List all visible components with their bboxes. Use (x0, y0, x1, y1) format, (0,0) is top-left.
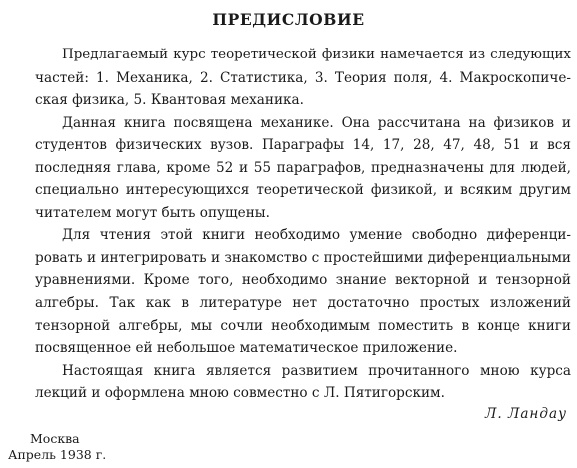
author-signature: Л. Ландау (485, 406, 567, 422)
text-line: читателем могут быть опущены. (35, 204, 270, 221)
place-of-writing: Москва (30, 431, 80, 446)
text-line: Предлагаемый курс теоретической физики намечается из следующих (62, 47, 571, 62)
page-title: ПРЕДИСЛОВИЕ (212, 10, 365, 29)
text-line: ская физика, 5. Квантовая механика. (35, 92, 304, 109)
text-line: последняя глава, кроме 52 и 55 параграфов, предназначены для людей, (35, 159, 571, 176)
paragraph-4 (8, 360, 571, 405)
text-line: студентов физических вузов. Параграфы 14, 17, 28, 47, 48, 51 и вся (35, 137, 571, 154)
date-of-writing: Апрель 1938 г. (8, 447, 107, 462)
text-line: уравнениями. Кроме того, необходимо знание векторной и тензорной (35, 272, 571, 289)
text-line: лекций и оформлена мною совместно с Л. Пятигорским. (35, 385, 445, 402)
text-line: алгебры. Так как в литературе нет достаточно простых изложений (35, 295, 571, 312)
text-line: частей: 1. Механика, 2. Статистика, 3. Теория поля, 4. Макроскопиче- (35, 69, 571, 86)
paragraph-2 (8, 112, 571, 225)
text-line: посвященное ей небольшое математическое приложение. (35, 340, 458, 357)
text-line: Данная книга посвящена механике. Она рассчитана на физиков и (62, 114, 571, 131)
paragraph-3 (8, 224, 571, 359)
preface-body (8, 44, 571, 405)
text-line: специально интересующихся теоретической физикой, и всяким другим (35, 182, 571, 199)
text-line: Настоящая книга является развитием прочитанного мною курса (62, 362, 571, 379)
text-line: тензорной алгебры, мы сочли необходимым поместить в конце книги (35, 317, 571, 334)
paragraph-1 (8, 44, 571, 112)
text-line: Для чтения этой книги необходимо умение свободно диференци- (62, 227, 571, 244)
text-line: ровать и интегрировать и знакомство с простейшими диференциальными (35, 249, 571, 266)
